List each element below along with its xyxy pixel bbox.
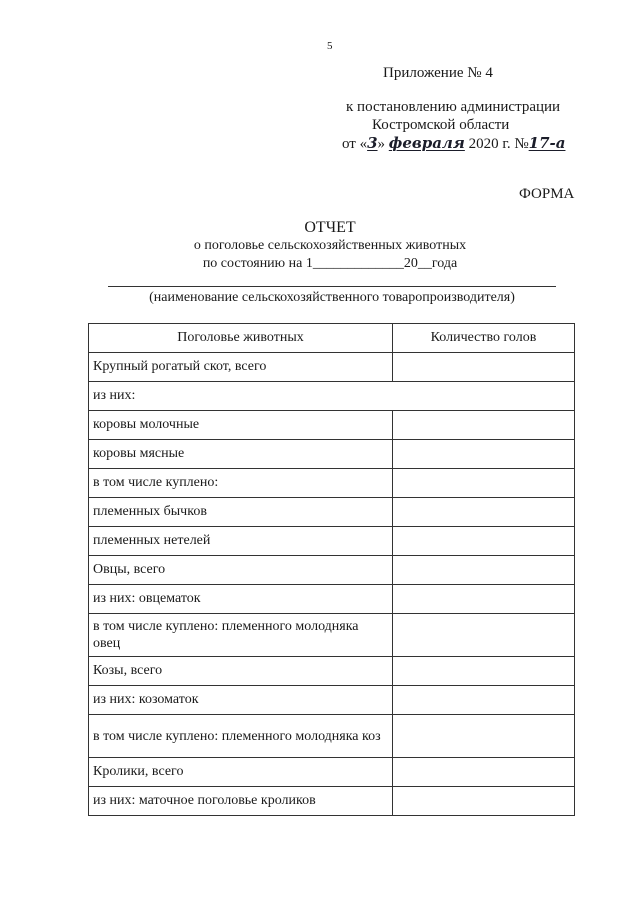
table-row bbox=[89, 585, 575, 614]
row-label: из них: bbox=[89, 382, 575, 411]
row-label: племенных бычков bbox=[89, 498, 393, 527]
table-row bbox=[89, 715, 575, 758]
row-label: Крупный рогатый скот, всего bbox=[89, 353, 393, 382]
table-row bbox=[89, 758, 575, 787]
decree-line-2: Костромской области bbox=[372, 117, 510, 133]
row-label: в том числе куплено: племенного молодняка овец bbox=[89, 614, 393, 657]
decree-line-1: к постановлению администрации bbox=[346, 99, 561, 115]
row-label: в том числе куплено: племенного молодняка коз bbox=[89, 715, 393, 758]
row-value-cell[interactable] bbox=[393, 353, 575, 382]
report-title: ОТЧЕТ bbox=[304, 219, 356, 236]
table-row bbox=[89, 382, 575, 411]
table-row bbox=[89, 498, 575, 527]
producer-caption: (наименование сельскохозяйственного товаропроизводителя) bbox=[149, 290, 515, 305]
date-day-handwritten: 3 bbox=[367, 134, 378, 152]
row-label: коровы молочные bbox=[89, 411, 393, 440]
decree-date-line bbox=[342, 134, 565, 153]
table-row bbox=[89, 686, 575, 715]
row-value-cell[interactable] bbox=[393, 527, 575, 556]
row-label: в том числе куплено: bbox=[89, 469, 393, 498]
table-row bbox=[89, 411, 575, 440]
decree-number-handwritten: 17-а bbox=[528, 134, 566, 152]
row-label: коровы мясные bbox=[89, 440, 393, 469]
table-row bbox=[89, 556, 575, 585]
row-value-cell[interactable] bbox=[393, 498, 575, 527]
header-head-count: Количество голов bbox=[393, 324, 575, 353]
date-mid: » bbox=[377, 136, 386, 152]
table-row bbox=[89, 657, 575, 686]
table-row bbox=[89, 787, 575, 816]
table-row bbox=[89, 527, 575, 556]
page-number: 5 bbox=[327, 40, 333, 52]
table-row bbox=[89, 469, 575, 498]
date-year: 2020 г. № bbox=[468, 136, 529, 152]
table-row bbox=[89, 614, 575, 657]
report-as-of-date: по состоянию на 1_____________20__года bbox=[202, 256, 458, 271]
row-value-cell[interactable] bbox=[393, 758, 575, 787]
date-month-handwritten: февраля bbox=[388, 134, 465, 152]
form-label: ФОРМА bbox=[519, 186, 575, 202]
producer-name-line bbox=[108, 286, 556, 287]
row-value-cell[interactable] bbox=[393, 585, 575, 614]
table-row bbox=[89, 440, 575, 469]
row-value-cell[interactable] bbox=[393, 440, 575, 469]
row-label: Козы, всего bbox=[89, 657, 393, 686]
row-label: Овцы, всего bbox=[89, 556, 393, 585]
appendix-label: Приложение № 4 bbox=[383, 65, 493, 81]
report-subtitle: о поголовье сельскохозяйственных животных bbox=[193, 238, 467, 253]
row-label: из них: козоматок bbox=[89, 686, 393, 715]
row-value-cell[interactable] bbox=[393, 614, 575, 657]
row-value-cell[interactable] bbox=[393, 657, 575, 686]
row-label: племенных нетелей bbox=[89, 527, 393, 556]
row-value-cell[interactable] bbox=[393, 411, 575, 440]
row-value-cell[interactable] bbox=[393, 686, 575, 715]
livestock-table bbox=[88, 323, 575, 816]
row-value-cell[interactable] bbox=[393, 469, 575, 498]
row-label: Кролики, всего bbox=[89, 758, 393, 787]
row-label: из них: овцематок bbox=[89, 585, 393, 614]
header-livestock: Поголовье животных bbox=[89, 324, 393, 353]
row-value-cell[interactable] bbox=[393, 787, 575, 816]
row-label: из них: маточное поголовье кроликов bbox=[89, 787, 393, 816]
date-prefix: от « bbox=[342, 136, 368, 152]
row-value-cell[interactable] bbox=[393, 556, 575, 585]
row-value-cell[interactable] bbox=[393, 715, 575, 758]
table-header-row bbox=[89, 324, 575, 353]
table-row bbox=[89, 353, 575, 382]
